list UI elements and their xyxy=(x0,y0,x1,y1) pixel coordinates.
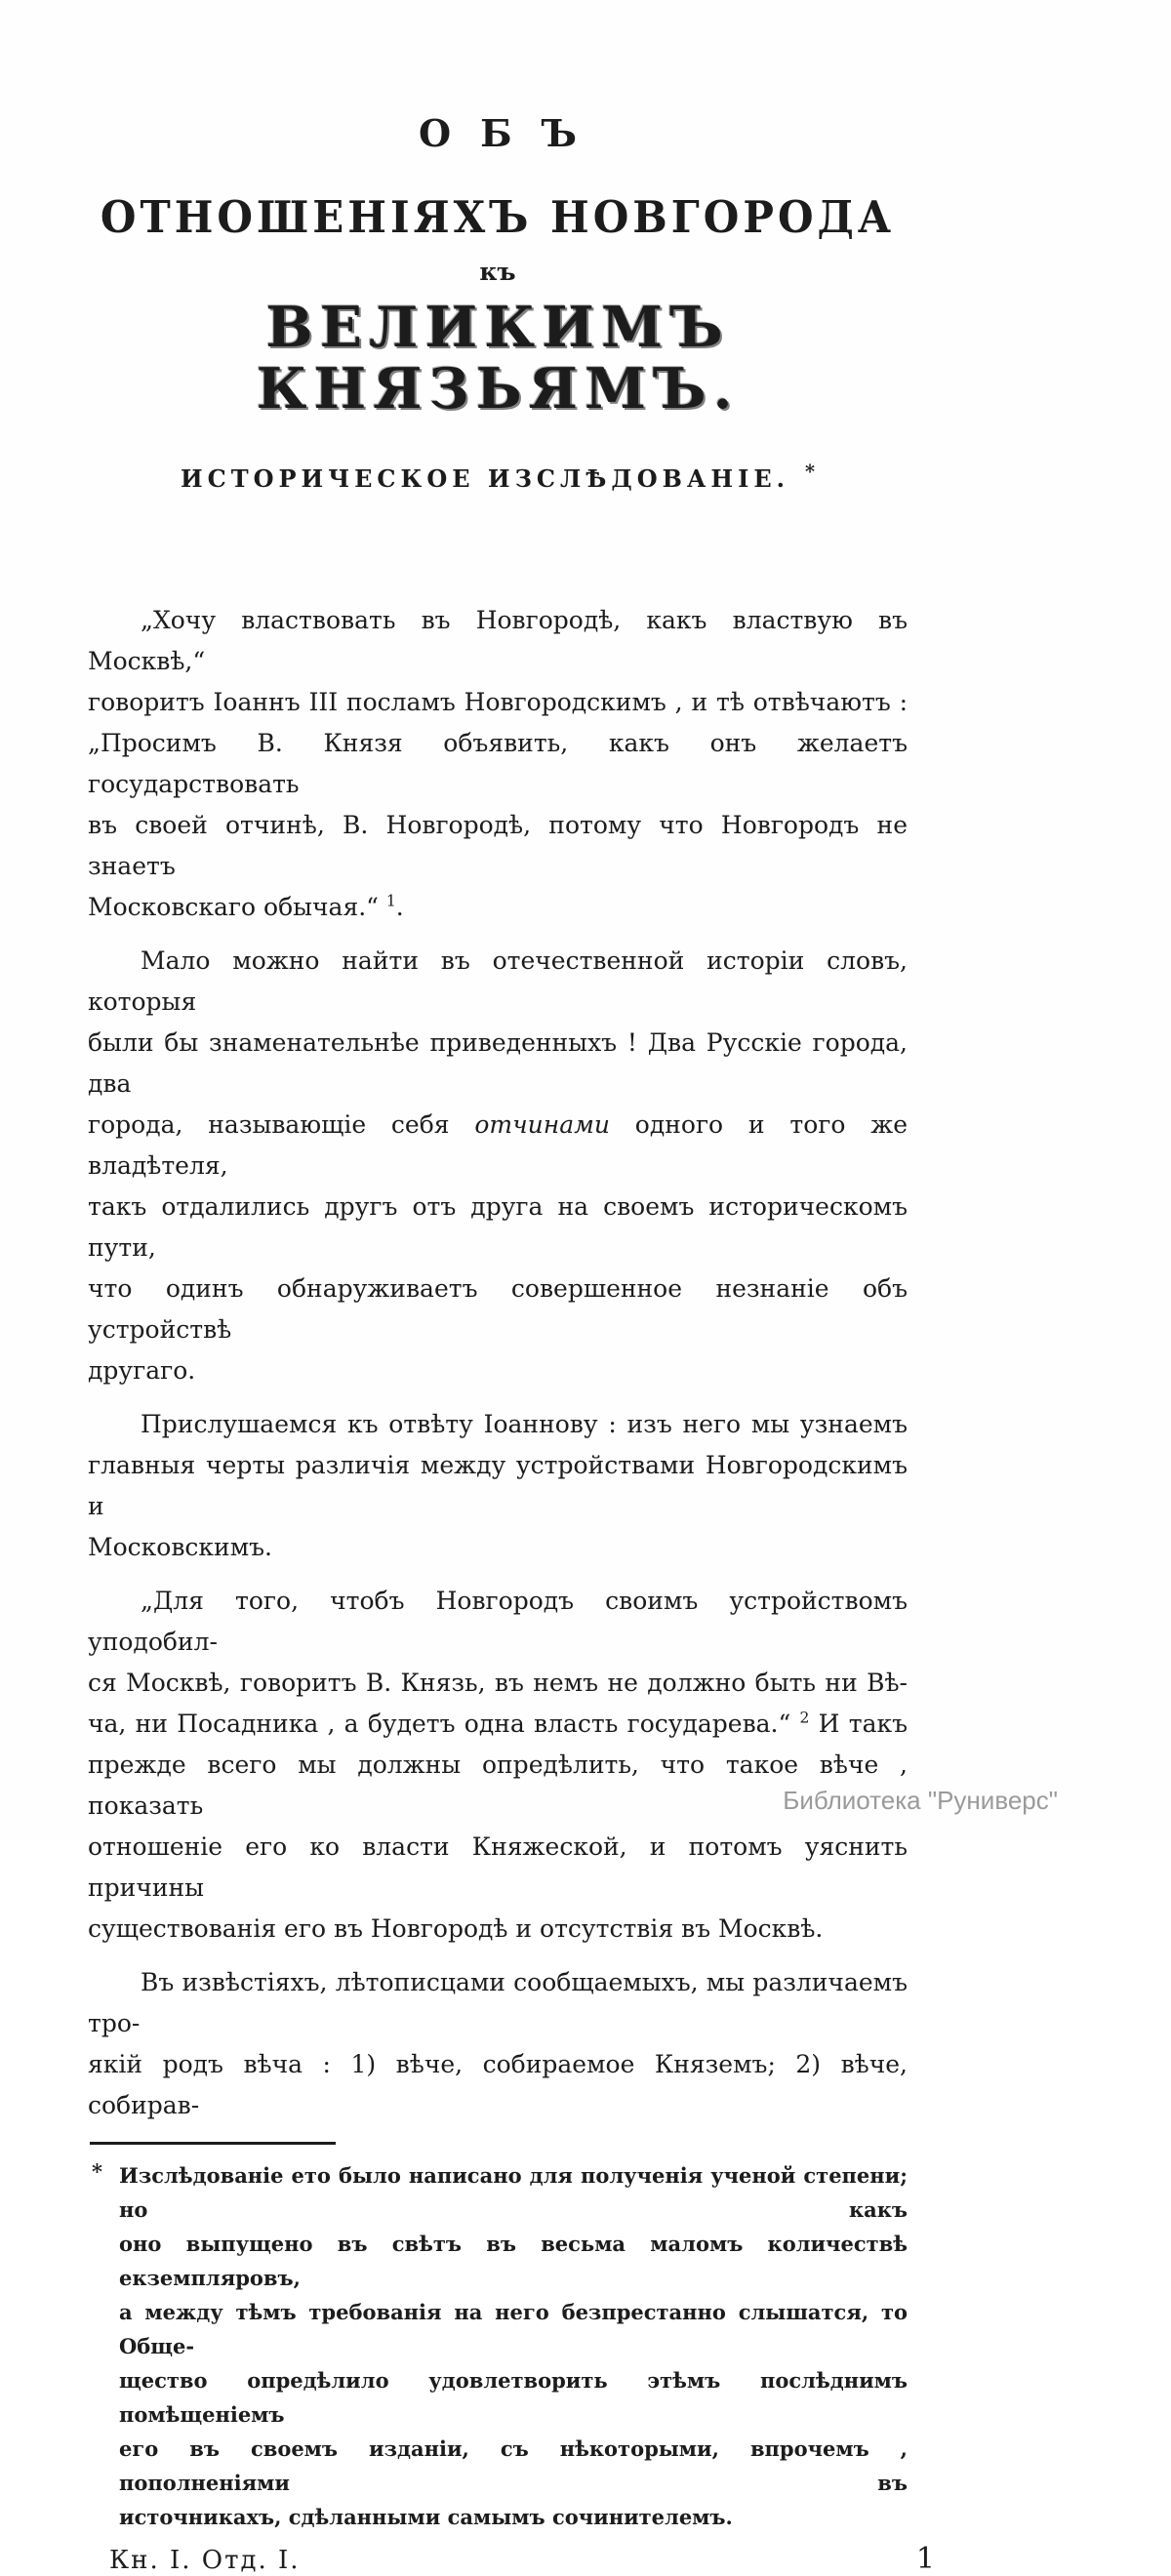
text-segment: главныя черты различія между устройствами Новгородскимъ и xyxy=(88,1451,908,1521)
text-segment: говоритъ Іоаннъ III посламъ Новгородскимъ , и тѣ отвѣчаютъ : xyxy=(88,688,908,717)
text-line xyxy=(119,2363,908,2432)
text-line xyxy=(88,1350,908,1391)
text-line xyxy=(88,1023,908,1105)
text-line xyxy=(88,1704,908,1745)
footnote xyxy=(88,2158,908,2534)
text-segment: Въ извѣстіяхъ, лѣтописцами сообщаемыхъ, мы различаемъ тро- xyxy=(88,1968,908,2038)
text-line xyxy=(119,2158,908,2227)
title-kicker: ОБЪ xyxy=(419,111,606,155)
text-segment: а между тѣмъ требованія на него безпрестанно слышатся, то Обще- xyxy=(119,2300,908,2359)
page-number: 1 xyxy=(915,2542,935,2576)
title-particle: къ xyxy=(479,258,516,286)
text-segment: „Для того, чтобъ Новгородъ своимъ устройствомъ уподобил- xyxy=(88,1587,908,1657)
main-title-ornamental: ВЕЛИКИМЪ КНЯЗЬЯМЪ. xyxy=(256,295,740,422)
footnote-ref: 2 xyxy=(799,1710,810,1728)
text-segment: источникахъ, сдѣланными самымъ сочинителемъ. xyxy=(119,2505,733,2530)
text-segment: отчинами xyxy=(474,1110,610,1140)
text-line xyxy=(88,682,908,723)
body-text xyxy=(88,600,908,2126)
paragraph xyxy=(88,941,908,1391)
text-segment: Изслѣдованіе ето было написано для полученія ученой степени; но какъ xyxy=(119,2163,908,2223)
text-line xyxy=(88,1105,908,1187)
footnote-asterisk: * xyxy=(804,461,816,484)
text-segment: существованія его въ Новгородѣ и отсутствія въ Москвѣ. xyxy=(88,1914,824,1944)
text-segment: были бы знаменательнѣе приведенныхъ ! Два Русскіе города, два xyxy=(88,1028,908,1099)
paragraph xyxy=(88,1581,908,1950)
text-segment: прежде всего мы должны опредѣлить, что такое вѣче , показать xyxy=(88,1751,908,1821)
paragraph xyxy=(88,1404,908,1568)
subtitle xyxy=(88,461,908,494)
text-line xyxy=(88,2044,908,2126)
title-line: ОТНОШЕНІЯХЪ НОВГОРОДА xyxy=(100,191,896,243)
text-line xyxy=(88,1187,908,1268)
text-line xyxy=(88,1404,908,1445)
text-segment: ся Москвѣ, говоритъ В. Князь, въ немъ не должно быть ни Вѣ- xyxy=(88,1669,908,1698)
text-segment: одного и того же владѣтеля, xyxy=(88,1110,908,1181)
text-line xyxy=(119,2432,908,2500)
text-segment: что одинъ обнаруживаетъ совершенное незнаніе объ устройствѣ xyxy=(88,1274,908,1345)
library-watermark: Библиотека "Руниверс" xyxy=(783,1786,1058,1815)
text-segment: „Хочу властвовать въ Новгородѣ, какъ властвую въ Москвѣ,“ xyxy=(88,606,908,676)
footnote-divider xyxy=(90,2142,336,2145)
text-line xyxy=(88,941,908,1023)
text-segment: въ своей отчинѣ, В. Новгородѣ, потому что Новгородъ не знаетъ xyxy=(88,811,908,881)
text-line xyxy=(119,2295,908,2363)
page-footer xyxy=(88,2542,935,2576)
footnote-marker: * xyxy=(92,2159,102,2185)
text-segment: Прислушаемся къ отвѣту Іоаннову : изъ него мы узнаемъ xyxy=(141,1410,908,1439)
text-segment: его въ своемъ изданіи, съ нѣкоторыми, впрочемъ , пополненіями въ xyxy=(119,2436,908,2496)
text-segment: такъ отдалились другъ отъ друга на своемъ историческомъ пути, xyxy=(88,1192,908,1263)
text-segment: щество опредѣлило удовлетворить этѣмъ послѣднимъ помѣщеніемъ xyxy=(119,2368,908,2428)
book-signature: Кн. I. Отд. I. xyxy=(109,2546,301,2576)
text-segment: другаго. xyxy=(88,1356,196,1386)
text-line xyxy=(88,805,908,887)
text-segment: „Просимъ В. Князя объявить, какъ онъ желаетъ государствовать xyxy=(88,729,908,799)
text-line xyxy=(88,723,908,805)
text-segment: ча, ни Посадника , а будетъ одна власть государева.“ xyxy=(88,1710,800,1739)
title-block xyxy=(88,111,908,494)
paragraph xyxy=(88,1962,908,2126)
text-segment: отношеніе его ко власти Княжеской, и потомъ уяснить причины xyxy=(88,1832,908,1903)
text-line xyxy=(88,1268,908,1350)
text-line xyxy=(88,1827,908,1909)
text-line xyxy=(88,1663,908,1704)
text-line xyxy=(88,600,908,682)
text-segment: якій родъ вѣча : 1) вѣче, собираемое Княземъ; 2) вѣче, собирав- xyxy=(88,2050,908,2120)
text-line xyxy=(88,1909,908,1950)
text-line xyxy=(88,1527,908,1568)
subtitle-text: ИСТОРИЧЕСКОЕ ИЗСЛѢДОВАНІЕ. xyxy=(180,464,789,494)
text-segment: Мало можно найти въ отечественной исторіи словъ, которыя xyxy=(88,946,908,1017)
text-line xyxy=(88,1581,908,1663)
text-line xyxy=(88,1445,908,1527)
footnote-lines xyxy=(119,2158,908,2534)
text-line xyxy=(119,2227,908,2295)
text-line xyxy=(88,887,908,928)
text-segment: Московскимъ. xyxy=(88,1533,272,1562)
text-segment: . xyxy=(395,893,404,922)
text-segment: оно выпущено въ свѣтъ въ весьма маломъ количествѣ екземпляровъ, xyxy=(119,2232,908,2291)
text-segment: города, называющіе себя xyxy=(88,1110,475,1140)
footnote-ref: 1 xyxy=(385,893,396,911)
text-line xyxy=(119,2500,908,2534)
text-line xyxy=(88,1962,908,2044)
paragraph xyxy=(88,600,908,928)
text-segment: И такъ xyxy=(809,1710,909,1739)
text-segment: Московскаго обычая.“ xyxy=(88,893,386,922)
